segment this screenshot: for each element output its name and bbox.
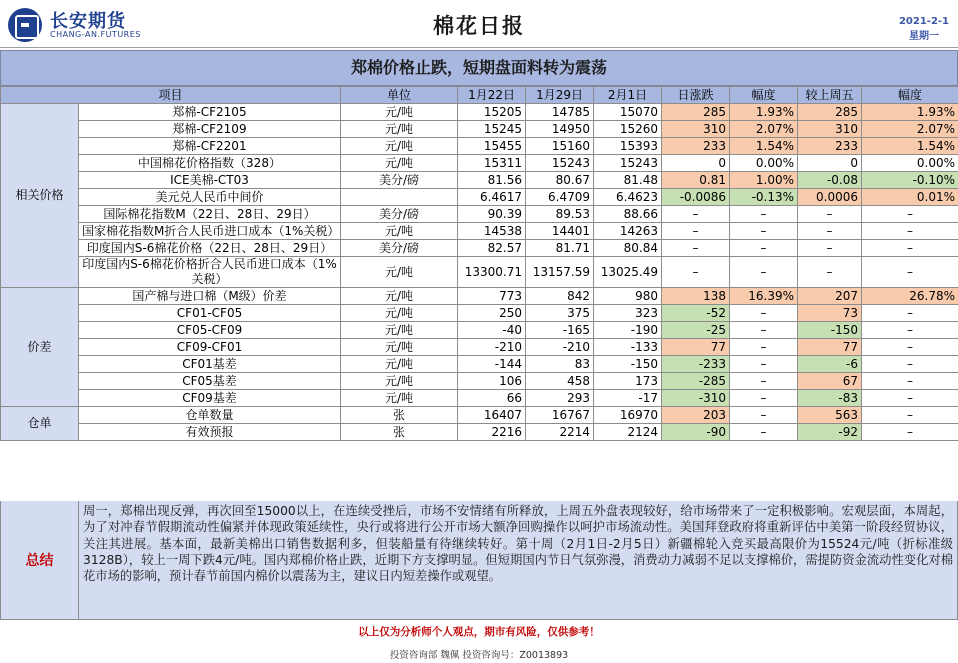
cell-jan29: 81.71 [526, 240, 594, 257]
cell-unit: 张 [341, 407, 458, 424]
cell-item: 国际棉花指数M（22日、28日、29日） [79, 206, 341, 223]
table-row [1, 356, 958, 373]
cell-feb1: 14263 [594, 223, 662, 240]
cell-item: 有效预报 [79, 424, 341, 441]
cell-daily-pct: – [730, 305, 798, 322]
cell-jan22: 250 [458, 305, 526, 322]
report-date: 2021-2-1 [898, 16, 950, 27]
cell-jan22: 14538 [458, 223, 526, 240]
table-row [1, 121, 958, 138]
cell-weekly-change: 285 [798, 104, 862, 121]
cell-jan22: 15205 [458, 104, 526, 121]
cell-feb1: -17 [594, 390, 662, 407]
cell-feb1: 15070 [594, 104, 662, 121]
cell-daily-pct: – [730, 223, 798, 240]
cell-weekly-change: 77 [798, 339, 862, 356]
table-row [1, 104, 958, 121]
cell-jan22: 106 [458, 373, 526, 390]
risk-disclaimer: 以上仅为分析师个人观点，期市有风险，仅供参考！ [358, 626, 600, 638]
cell-weekly-pct: – [862, 240, 958, 257]
cell-jan29: 89.53 [526, 206, 594, 223]
cell-unit: 美分/磅 [341, 206, 458, 223]
cell-jan22: 2216 [458, 424, 526, 441]
cell-daily-change: – [662, 223, 730, 240]
cell-item: 仓单数量 [79, 407, 341, 424]
cell-jan22: 82.57 [458, 240, 526, 257]
report-weekday: 星期一 [909, 31, 939, 42]
logo-english-name: CHANG-AN.FUTURES [50, 30, 141, 39]
cell-item: 中国棉花价格指数（328） [79, 155, 341, 172]
cell-daily-change: -285 [662, 373, 730, 390]
cell-jan29: 15243 [526, 155, 594, 172]
cell-daily-pct: – [730, 339, 798, 356]
cell-weekly-change: 563 [798, 407, 862, 424]
cell-weekly-change: – [798, 257, 862, 288]
cell-weekly-change: -92 [798, 424, 862, 441]
cell-feb1: 80.84 [594, 240, 662, 257]
cell-jan22: 15311 [458, 155, 526, 172]
cell-daily-pct: – [730, 390, 798, 407]
cell-item: 郑棉-CF2105 [79, 104, 341, 121]
cell-feb1: 173 [594, 373, 662, 390]
cell-unit: 元/吨 [341, 322, 458, 339]
table-row [1, 155, 958, 172]
cell-weekly-pct: – [862, 407, 958, 424]
cell-daily-change: -310 [662, 390, 730, 407]
cell-feb1: 13025.49 [594, 257, 662, 288]
cell-weekly-pct: 1.54% [862, 138, 958, 155]
price-table [0, 86, 958, 441]
cell-daily-change: 233 [662, 138, 730, 155]
cell-weekly-change: -83 [798, 390, 862, 407]
cell-item: CF01基差 [79, 356, 341, 373]
cell-weekly-change: 0 [798, 155, 862, 172]
cell-daily-change: 0.81 [662, 172, 730, 189]
cell-daily-pct: – [730, 407, 798, 424]
cell-weekly-pct: – [862, 373, 958, 390]
cell-daily-change: 77 [662, 339, 730, 356]
cell-daily-pct: -0.13% [730, 189, 798, 206]
cell-daily-pct: – [730, 373, 798, 390]
cell-feb1: 15243 [594, 155, 662, 172]
cell-jan22: 15245 [458, 121, 526, 138]
cell-daily-pct: – [730, 356, 798, 373]
cell-feb1: 88.66 [594, 206, 662, 223]
cell-daily-change: 285 [662, 104, 730, 121]
section-spreads: 价差 [1, 288, 79, 407]
cell-item: CF09-CF01 [79, 339, 341, 356]
cell-jan29: 13157.59 [526, 257, 594, 288]
cell-jan29: 14785 [526, 104, 594, 121]
cell-unit: 元/吨 [341, 390, 458, 407]
cell-weekly-pct: 1.93% [862, 104, 958, 121]
table-row [1, 305, 958, 322]
cell-jan29: 2214 [526, 424, 594, 441]
cell-jan22: 15455 [458, 138, 526, 155]
cell-jan22: -40 [458, 322, 526, 339]
report-header [0, 0, 958, 48]
cell-unit: 元/吨 [341, 373, 458, 390]
cell-daily-change: 0 [662, 155, 730, 172]
table-row [1, 322, 958, 339]
section-warehouse-receipts: 仓单 [1, 407, 79, 441]
cell-item: 国家棉花指数M折合人民币进口成本（1%关税） [79, 223, 341, 240]
cell-item: CF05-CF09 [79, 322, 341, 339]
cell-weekly-change: 310 [798, 121, 862, 138]
cell-jan22: -144 [458, 356, 526, 373]
cell-weekly-change: – [798, 206, 862, 223]
cell-item: CF09基差 [79, 390, 341, 407]
cell-item: 国产棉与进口棉（M级）价差 [79, 288, 341, 305]
table-row [1, 189, 958, 206]
cell-daily-change: -52 [662, 305, 730, 322]
cell-unit: 美分/磅 [341, 240, 458, 257]
cell-jan29: 458 [526, 373, 594, 390]
col-header-item: 项目 [1, 87, 341, 104]
cell-daily-change: 138 [662, 288, 730, 305]
headline-banner: 郑棉价格止跌，短期盘面料转为震荡 [0, 50, 958, 86]
cell-jan22: 90.39 [458, 206, 526, 223]
cell-weekly-change: -0.08 [798, 172, 862, 189]
cell-daily-change: -0.0086 [662, 189, 730, 206]
cell-weekly-pct: 2.07% [862, 121, 958, 138]
cell-jan22: -210 [458, 339, 526, 356]
cell-weekly-pct: – [862, 339, 958, 356]
cell-daily-change: – [662, 257, 730, 288]
cell-weekly-pct: – [862, 305, 958, 322]
cell-feb1: 980 [594, 288, 662, 305]
cell-weekly-change: 233 [798, 138, 862, 155]
table-row [1, 257, 958, 288]
cell-daily-pct: – [730, 424, 798, 441]
cell-unit [341, 189, 458, 206]
logo-chinese-name: 长安期货 [50, 11, 126, 32]
table-row [1, 138, 958, 155]
cell-item: 郑棉-CF2201 [79, 138, 341, 155]
cell-jan29: -165 [526, 322, 594, 339]
cell-unit: 元/吨 [341, 339, 458, 356]
cell-item: CF05基差 [79, 373, 341, 390]
cell-feb1: -190 [594, 322, 662, 339]
cell-weekly-pct: – [862, 356, 958, 373]
col-header-unit: 单位 [341, 87, 458, 104]
cell-jan29: 293 [526, 390, 594, 407]
col-header-weekly-change: 较上周五 [798, 87, 862, 104]
cell-weekly-change: 73 [798, 305, 862, 322]
cell-feb1: 2124 [594, 424, 662, 441]
table-row [1, 339, 958, 356]
cell-feb1: 6.4623 [594, 189, 662, 206]
col-header-daily-pct: 幅度 [730, 87, 798, 104]
cell-weekly-change: -150 [798, 322, 862, 339]
cell-jan22: 66 [458, 390, 526, 407]
cell-daily-change: -90 [662, 424, 730, 441]
cell-jan29: 15160 [526, 138, 594, 155]
cell-weekly-change: 207 [798, 288, 862, 305]
summary-label: 总结 [1, 501, 79, 619]
cell-weekly-change: -6 [798, 356, 862, 373]
cell-feb1: 323 [594, 305, 662, 322]
cell-weekly-pct: -0.10% [862, 172, 958, 189]
cell-feb1: 81.48 [594, 172, 662, 189]
cell-daily-pct: – [730, 240, 798, 257]
cell-weekly-pct: 0.00% [862, 155, 958, 172]
col-header-jan22: 1月22日 [458, 87, 526, 104]
cell-daily-change: -25 [662, 322, 730, 339]
cell-item: 印度国内S-6棉花价格（22日、28日、29日） [79, 240, 341, 257]
table-row [1, 172, 958, 189]
cell-daily-pct: 2.07% [730, 121, 798, 138]
cell-jan29: 14401 [526, 223, 594, 240]
cell-jan29: 14950 [526, 121, 594, 138]
col-header-weekly-pct: 幅度 [862, 87, 958, 104]
col-header-jan29: 1月29日 [526, 87, 594, 104]
cell-unit: 元/吨 [341, 305, 458, 322]
col-header-daily-change: 日涨跌 [662, 87, 730, 104]
cell-item: 印度国内S-6棉花价格折合人民币进口成本（1%关税） [79, 257, 341, 288]
cell-weekly-pct: 0.01% [862, 189, 958, 206]
cell-daily-change: -233 [662, 356, 730, 373]
cell-feb1: 16970 [594, 407, 662, 424]
cell-weekly-pct: – [862, 390, 958, 407]
cell-daily-pct: – [730, 322, 798, 339]
table-row [1, 206, 958, 223]
cell-daily-pct: 1.54% [730, 138, 798, 155]
cell-unit: 元/吨 [341, 104, 458, 121]
table-row [1, 240, 958, 257]
cell-daily-change: – [662, 240, 730, 257]
cell-feb1: -150 [594, 356, 662, 373]
report-date-box [898, 14, 950, 44]
cell-daily-change: – [662, 206, 730, 223]
analyst-footer: 投资咨询部 魏佩 投资咨询号：Z0013893 [389, 650, 569, 661]
cell-unit: 元/吨 [341, 356, 458, 373]
cell-feb1: 15260 [594, 121, 662, 138]
cell-daily-change: 203 [662, 407, 730, 424]
cell-jan22: 81.56 [458, 172, 526, 189]
cell-unit: 张 [341, 424, 458, 441]
cell-daily-pct: 1.00% [730, 172, 798, 189]
cell-weekly-pct: – [862, 206, 958, 223]
cell-weekly-change: – [798, 223, 862, 240]
cell-weekly-change: – [798, 240, 862, 257]
cell-weekly-pct: – [862, 424, 958, 441]
cell-item: ICE美棉-CT03 [79, 172, 341, 189]
cell-weekly-pct: – [862, 257, 958, 288]
cell-unit: 元/吨 [341, 288, 458, 305]
cell-unit: 美分/磅 [341, 172, 458, 189]
cell-daily-pct: 1.93% [730, 104, 798, 121]
cell-unit: 元/吨 [341, 257, 458, 288]
cell-jan22: 13300.71 [458, 257, 526, 288]
cell-jan29: 16767 [526, 407, 594, 424]
summary-text: 周一，郑棉出现反弹，再次回至15000以上，在连续受挫后，市场不安情绪有所释放，上周五外盘表现较好，给市场带来了一定积极影响。宏观层面，本周起，为了对冲春节假期流动性偏紧并体现政策延续性，央行或将进行公开市场大额净回购操作以呵护市场流动性。美国拜登政府将重新评估中美第一阶段经贸协议，关注其进展。基本面，最新美棉出口销售数据利多，但装船量有待继续转好。第十周（2月1日-2月5日）新疆棉轮入竞买最高限价为15524元/吨（折标准级3128B），较上一周下跌4元/吨。国内郑棉价格止跌，近期下方支撑明显。但短期国内节日气氛弥漫，消费动力减弱不足以支撑棉价，需提防资金流动性变化对棉花市场的影响，预计春节前国内棉价以震荡为主，建议日内短差操作或观望。 [83, 504, 953, 584]
col-header-feb1: 2月1日 [594, 87, 662, 104]
cell-item: 郑棉-CF2109 [79, 121, 341, 138]
cell-unit: 元/吨 [341, 155, 458, 172]
table-row [1, 223, 958, 240]
cell-jan29: 83 [526, 356, 594, 373]
cell-unit: 元/吨 [341, 138, 458, 155]
cell-weekly-pct: – [862, 223, 958, 240]
cell-jan29: -210 [526, 339, 594, 356]
cell-feb1: 15393 [594, 138, 662, 155]
cell-daily-pct: – [730, 257, 798, 288]
table-header-row [1, 87, 958, 104]
cell-weekly-pct: – [862, 322, 958, 339]
section-related-prices: 相关价格 [1, 104, 79, 288]
summary-section [0, 501, 958, 620]
cell-jan29: 375 [526, 305, 594, 322]
cell-jan29: 80.67 [526, 172, 594, 189]
cell-daily-pct: 0.00% [730, 155, 798, 172]
cell-jan22: 773 [458, 288, 526, 305]
table-row [1, 373, 958, 390]
cell-item: CF01-CF05 [79, 305, 341, 322]
cell-feb1: -133 [594, 339, 662, 356]
table-row [1, 390, 958, 407]
cell-jan29: 842 [526, 288, 594, 305]
table-row [1, 288, 958, 305]
cell-weekly-change: 0.0006 [798, 189, 862, 206]
table-row [1, 424, 958, 441]
cell-jan29: 6.4709 [526, 189, 594, 206]
cell-weekly-change: 67 [798, 373, 862, 390]
report-title: 棉花日报 [433, 14, 525, 38]
table-row [1, 407, 958, 424]
cell-daily-pct: – [730, 206, 798, 223]
cell-jan22: 16407 [458, 407, 526, 424]
cell-unit: 元/吨 [341, 223, 458, 240]
cell-daily-pct: 16.39% [730, 288, 798, 305]
cell-weekly-pct: 26.78% [862, 288, 958, 305]
cell-jan22: 6.4617 [458, 189, 526, 206]
cell-daily-change: 310 [662, 121, 730, 138]
cell-item: 美元兑人民币中间价 [79, 189, 341, 206]
cell-unit: 元/吨 [341, 121, 458, 138]
